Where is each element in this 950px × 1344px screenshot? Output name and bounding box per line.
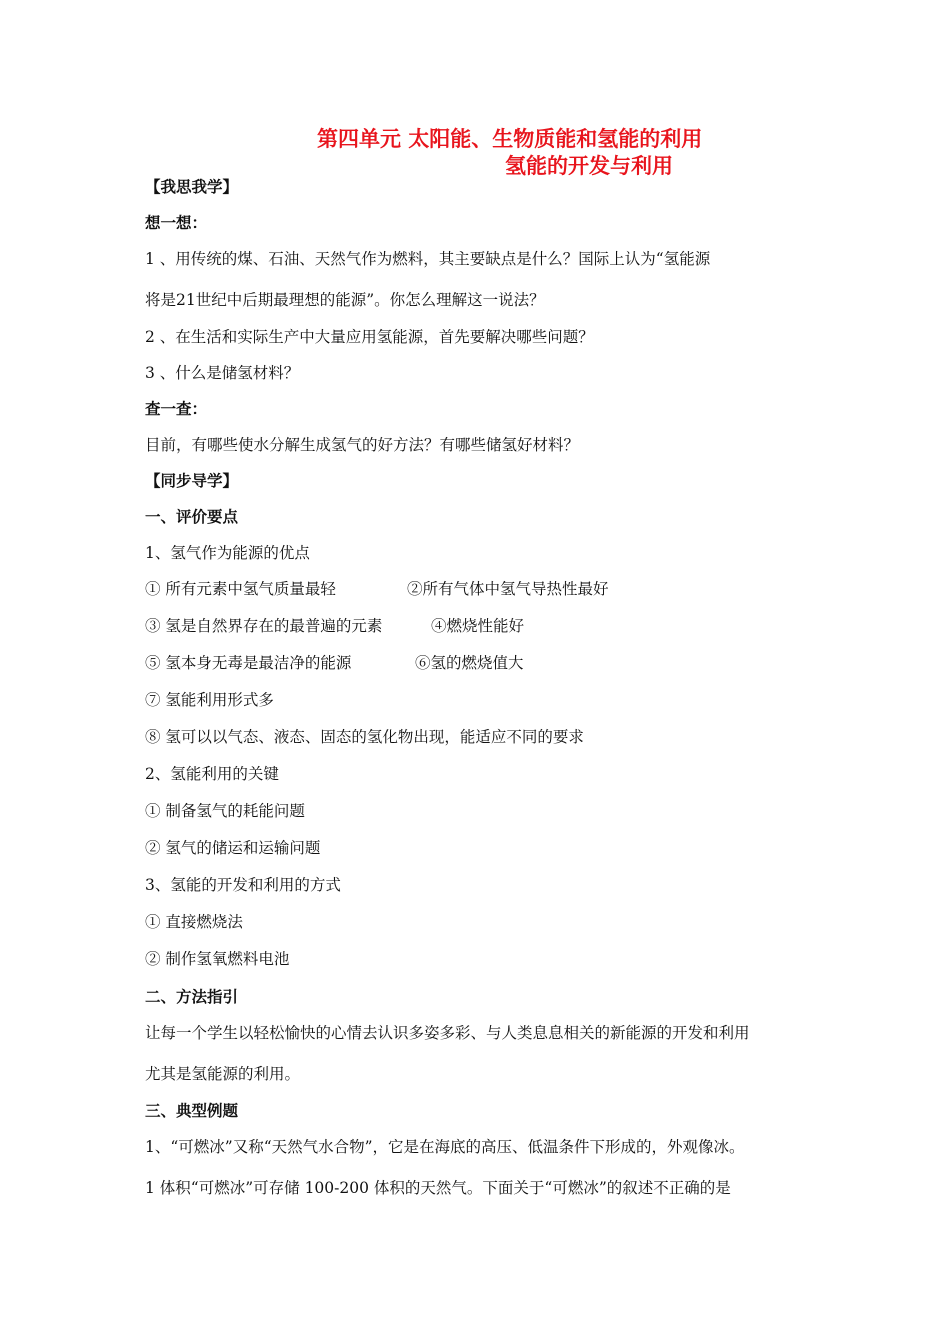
advantage-2: ②所有气体中氢气导热性最好 xyxy=(407,580,609,598)
question-2: 2 、在生活和实际生产中大量应用氢能源，首先要解决哪些问题？ xyxy=(145,328,594,346)
fangfa-line-2: 尤其是氢能源的利用。 xyxy=(145,1065,301,1083)
heading-fangfa: 二、方法指引 xyxy=(145,988,239,1006)
section-heading-wosi: 【我思我学】 xyxy=(145,178,239,196)
key-1: ① 制备氢气的耗能问题 xyxy=(145,802,305,820)
advantage-1: ① 所有元素中氢气质量最轻 xyxy=(145,580,336,598)
heading-dianxing: 三、典型例题 xyxy=(145,1102,239,1120)
advantage-8: ⑧ 氢可以以气态、液态、固态的氢化物出现，能适应不同的要求 xyxy=(145,728,584,746)
point-2: 2、氢能利用的关键 xyxy=(145,765,279,783)
key-2: ② 氢气的储运和运输问题 xyxy=(145,839,321,857)
question-1-line-2: 将是21世纪中后期最理想的能源”。你怎么理解这一说法？ xyxy=(145,291,545,309)
document-subtitle: 氢能的开发与利用 xyxy=(505,154,673,178)
method-2: ② 制作氢氧燃料电池 xyxy=(145,950,290,968)
question-1-line-1: 1 、用传统的煤、石油、天然气作为燃料，其主要缺点是什么？国际上认为“氢能源 xyxy=(145,250,711,268)
point-3: 3、氢能的开发和利用的方式 xyxy=(145,876,341,894)
point-1: 1、氢气作为能源的优点 xyxy=(145,544,310,562)
advantage-7: ⑦ 氢能利用形式多 xyxy=(145,691,274,709)
document-title: 第四单元 太阳能、生物质能和氢能的利用 xyxy=(317,127,703,151)
method-1: ① 直接燃烧法 xyxy=(145,913,243,931)
heading-pingjia: 一、评价要点 xyxy=(145,508,239,526)
example-1-line-2: 1 体积“可燃冰”可存储 100-200 体积的天然气。下面关于“可燃冰”的叙述不正确的是 xyxy=(145,1179,731,1197)
advantage-row-3 xyxy=(145,653,524,673)
cha-text: 目前，有哪些使水分解生成氢气的好方法？有哪些储氢好材料？ xyxy=(145,436,580,454)
advantage-4: ④燃烧性能好 xyxy=(431,617,525,635)
subheading-cha: 查一查： xyxy=(145,400,208,418)
section-heading-tongbu: 【同步导学】 xyxy=(145,472,239,490)
fangfa-line-1: 让每一个学生以轻松愉快的心情去认识多姿多彩、与人类息息相关的新能源的开发和利用 xyxy=(145,1024,750,1042)
advantage-3: ③ 氢是自然界存在的最普遍的元素 xyxy=(145,617,383,635)
advantage-row-2 xyxy=(145,616,525,636)
advantage-row-1 xyxy=(145,579,609,599)
subheading-xiang: 想一想： xyxy=(145,214,208,232)
advantage-5: ⑤ 氢本身无毒是最洁净的能源 xyxy=(145,654,352,672)
example-1-line-1: 1、“可燃冰”又称“天然气水合物”，它是在海底的高压、低温条件下形成的，外观像冰。 xyxy=(145,1138,745,1156)
question-3: 3 、什么是储氢材料？ xyxy=(145,364,300,382)
advantage-6: ⑥氢的燃烧值大 xyxy=(415,654,524,672)
